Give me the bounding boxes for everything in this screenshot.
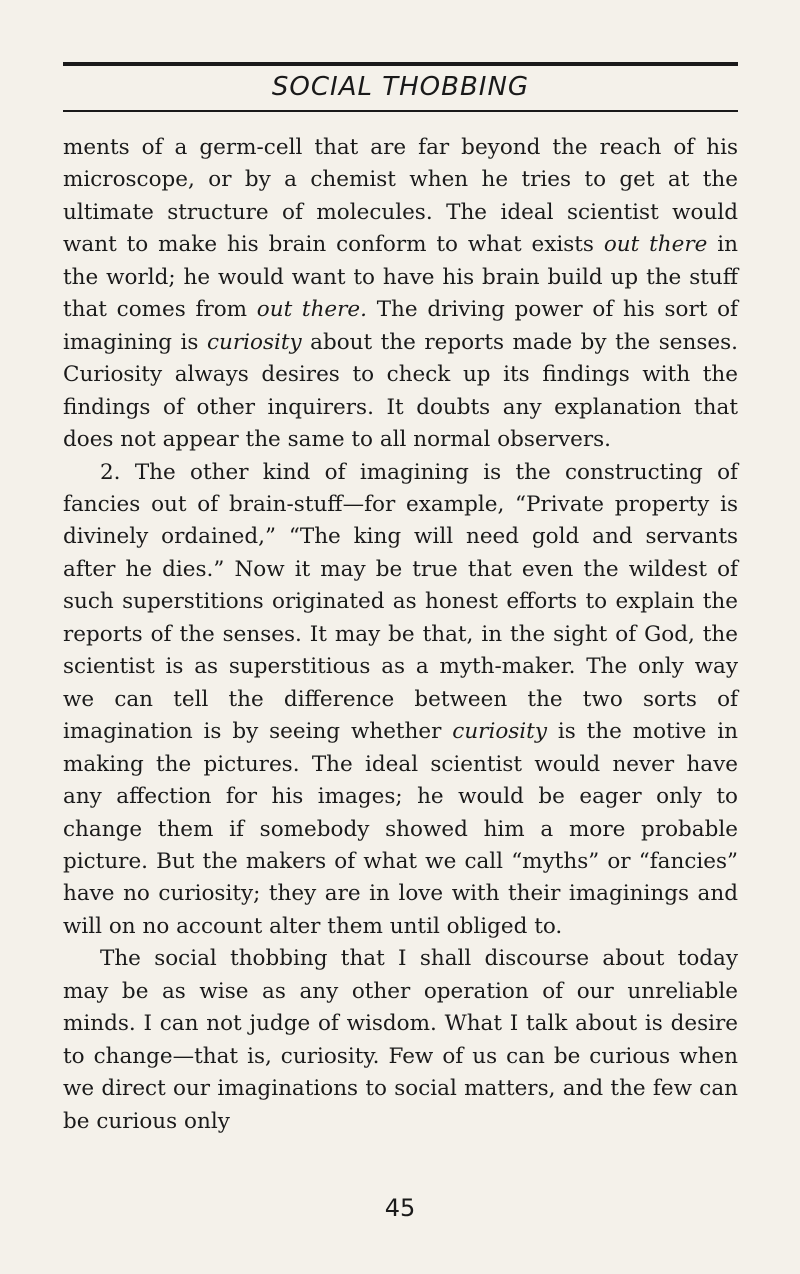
- text-run: is the motive in making the pictures. The ideal scientist would never have any affection for his images; he would be eager only to change them if somebody showed him a more probable picture. But the makers of what we call “myths” or “fancies” have no curiosity; they are in love with their imaginings and will on no account alter them until obliged to.: [63, 719, 738, 939]
- text-run: about the reports made by the senses. Curiosity always desires to check up its findings with the findings of other inquirers. It doubts any explanation that does not appear the same to all normal observers.: [63, 329, 738, 453]
- page-number: 45: [384, 1194, 416, 1222]
- italic-text: out there.: [256, 297, 367, 323]
- running-title: SOCIAL THOBBING: [271, 72, 530, 102]
- header-rule-bottom: [63, 110, 738, 112]
- italic-text: out there: [603, 232, 708, 258]
- text-run: in the world; he would want to have his brain build up the stuff that comes from: [63, 232, 738, 323]
- paragraph: [63, 943, 738, 1138]
- text-run: ments of a germ-cell that are far beyond the reach of his microscope, or by a chemist when he tries to get at the ultimate structure of molecules. The ideal scientist would want to make his brain conform to what exists: [63, 135, 738, 258]
- text-run: The driving power of his sort of imagining is: [63, 297, 738, 355]
- italic-text: curiosity: [452, 719, 547, 745]
- text-run: 2. The other kind of imagining is the constructing of fancies out of brain-stuff—for example, “Private property is divinely ordained,” “The king will need gold and servants after he dies.” Now it may be true that even the wildest of such superstitions originated as honest efforts to explain the reports of the senses. It may be that, in the sight of God, the scientist is as superstitious as a myth-maker. The only way we can tell the difference between the two sorts of imagination is by seeing whether: [63, 459, 738, 745]
- paragraph: [63, 132, 738, 457]
- text-run: The social thobbing that I shall discourse about today may be as wise as any other operation of our unreliable minds. I can not judge of wisdom. What I talk about is desire to change—that is, curiosity. Few of us can be curious when we direct our imaginations to social matters, and the few can be curious only: [63, 946, 738, 1134]
- body-text: [63, 132, 738, 1138]
- paragraph: [63, 457, 738, 944]
- book-page: [63, 62, 738, 1138]
- italic-text: curiosity: [206, 329, 302, 355]
